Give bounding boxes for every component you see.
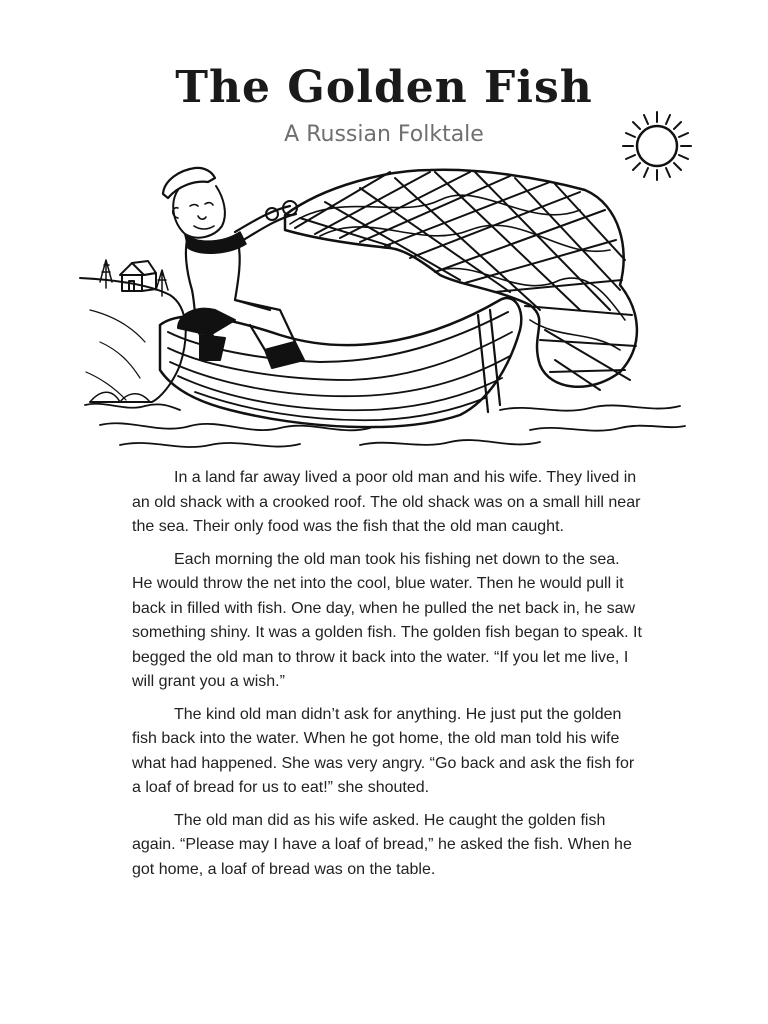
house-icon [120, 261, 156, 291]
story-paragraph: The old man did as his wife asked. He caught the golden fish again. “Please may I have a loaf of bread,” he asked the fish. When he got home, a loaf of bread was on the table. [132, 811, 632, 878]
tree-icon [100, 260, 112, 288]
story-illustration [60, 110, 710, 460]
page-subtitle: A Russian Folktale [284, 122, 484, 147]
story-paragraph: Each morning the old man took his fishing net down to the sea. He would throw the net into the cool, blue water. Then he would pull it back in filled with fish. One day, when he pulled the net back in, he saw something shiny. It was a golden fish. The golden fish began to speak. It begged the old man to throw it back into the water. “If you let me live, I will grant you a wish.” [132, 550, 642, 690]
story-paragraph: In a land far away lived a poor old man and his wife. They lived in an old shack with a crooked roof. The old shack was on a small hill near the sea. Their only food was the fish that the old man caught. [132, 469, 641, 535]
waves-icon [85, 404, 685, 447]
shore-hill [80, 278, 186, 402]
page-title: The Golden Fish [175, 62, 593, 113]
story-body [132, 466, 642, 890]
story-paragraph: The kind old man didn’t ask for anything. He just put the golden fish back into the water. When he got home, the old man told his wife what had happened. She was very angry. “Go back and ask the fish for a loaf of bread for us to eat!” she shouted. [132, 705, 635, 796]
sun-icon [623, 112, 691, 180]
rowboat-icon [160, 298, 521, 427]
tree-icon [156, 270, 168, 296]
